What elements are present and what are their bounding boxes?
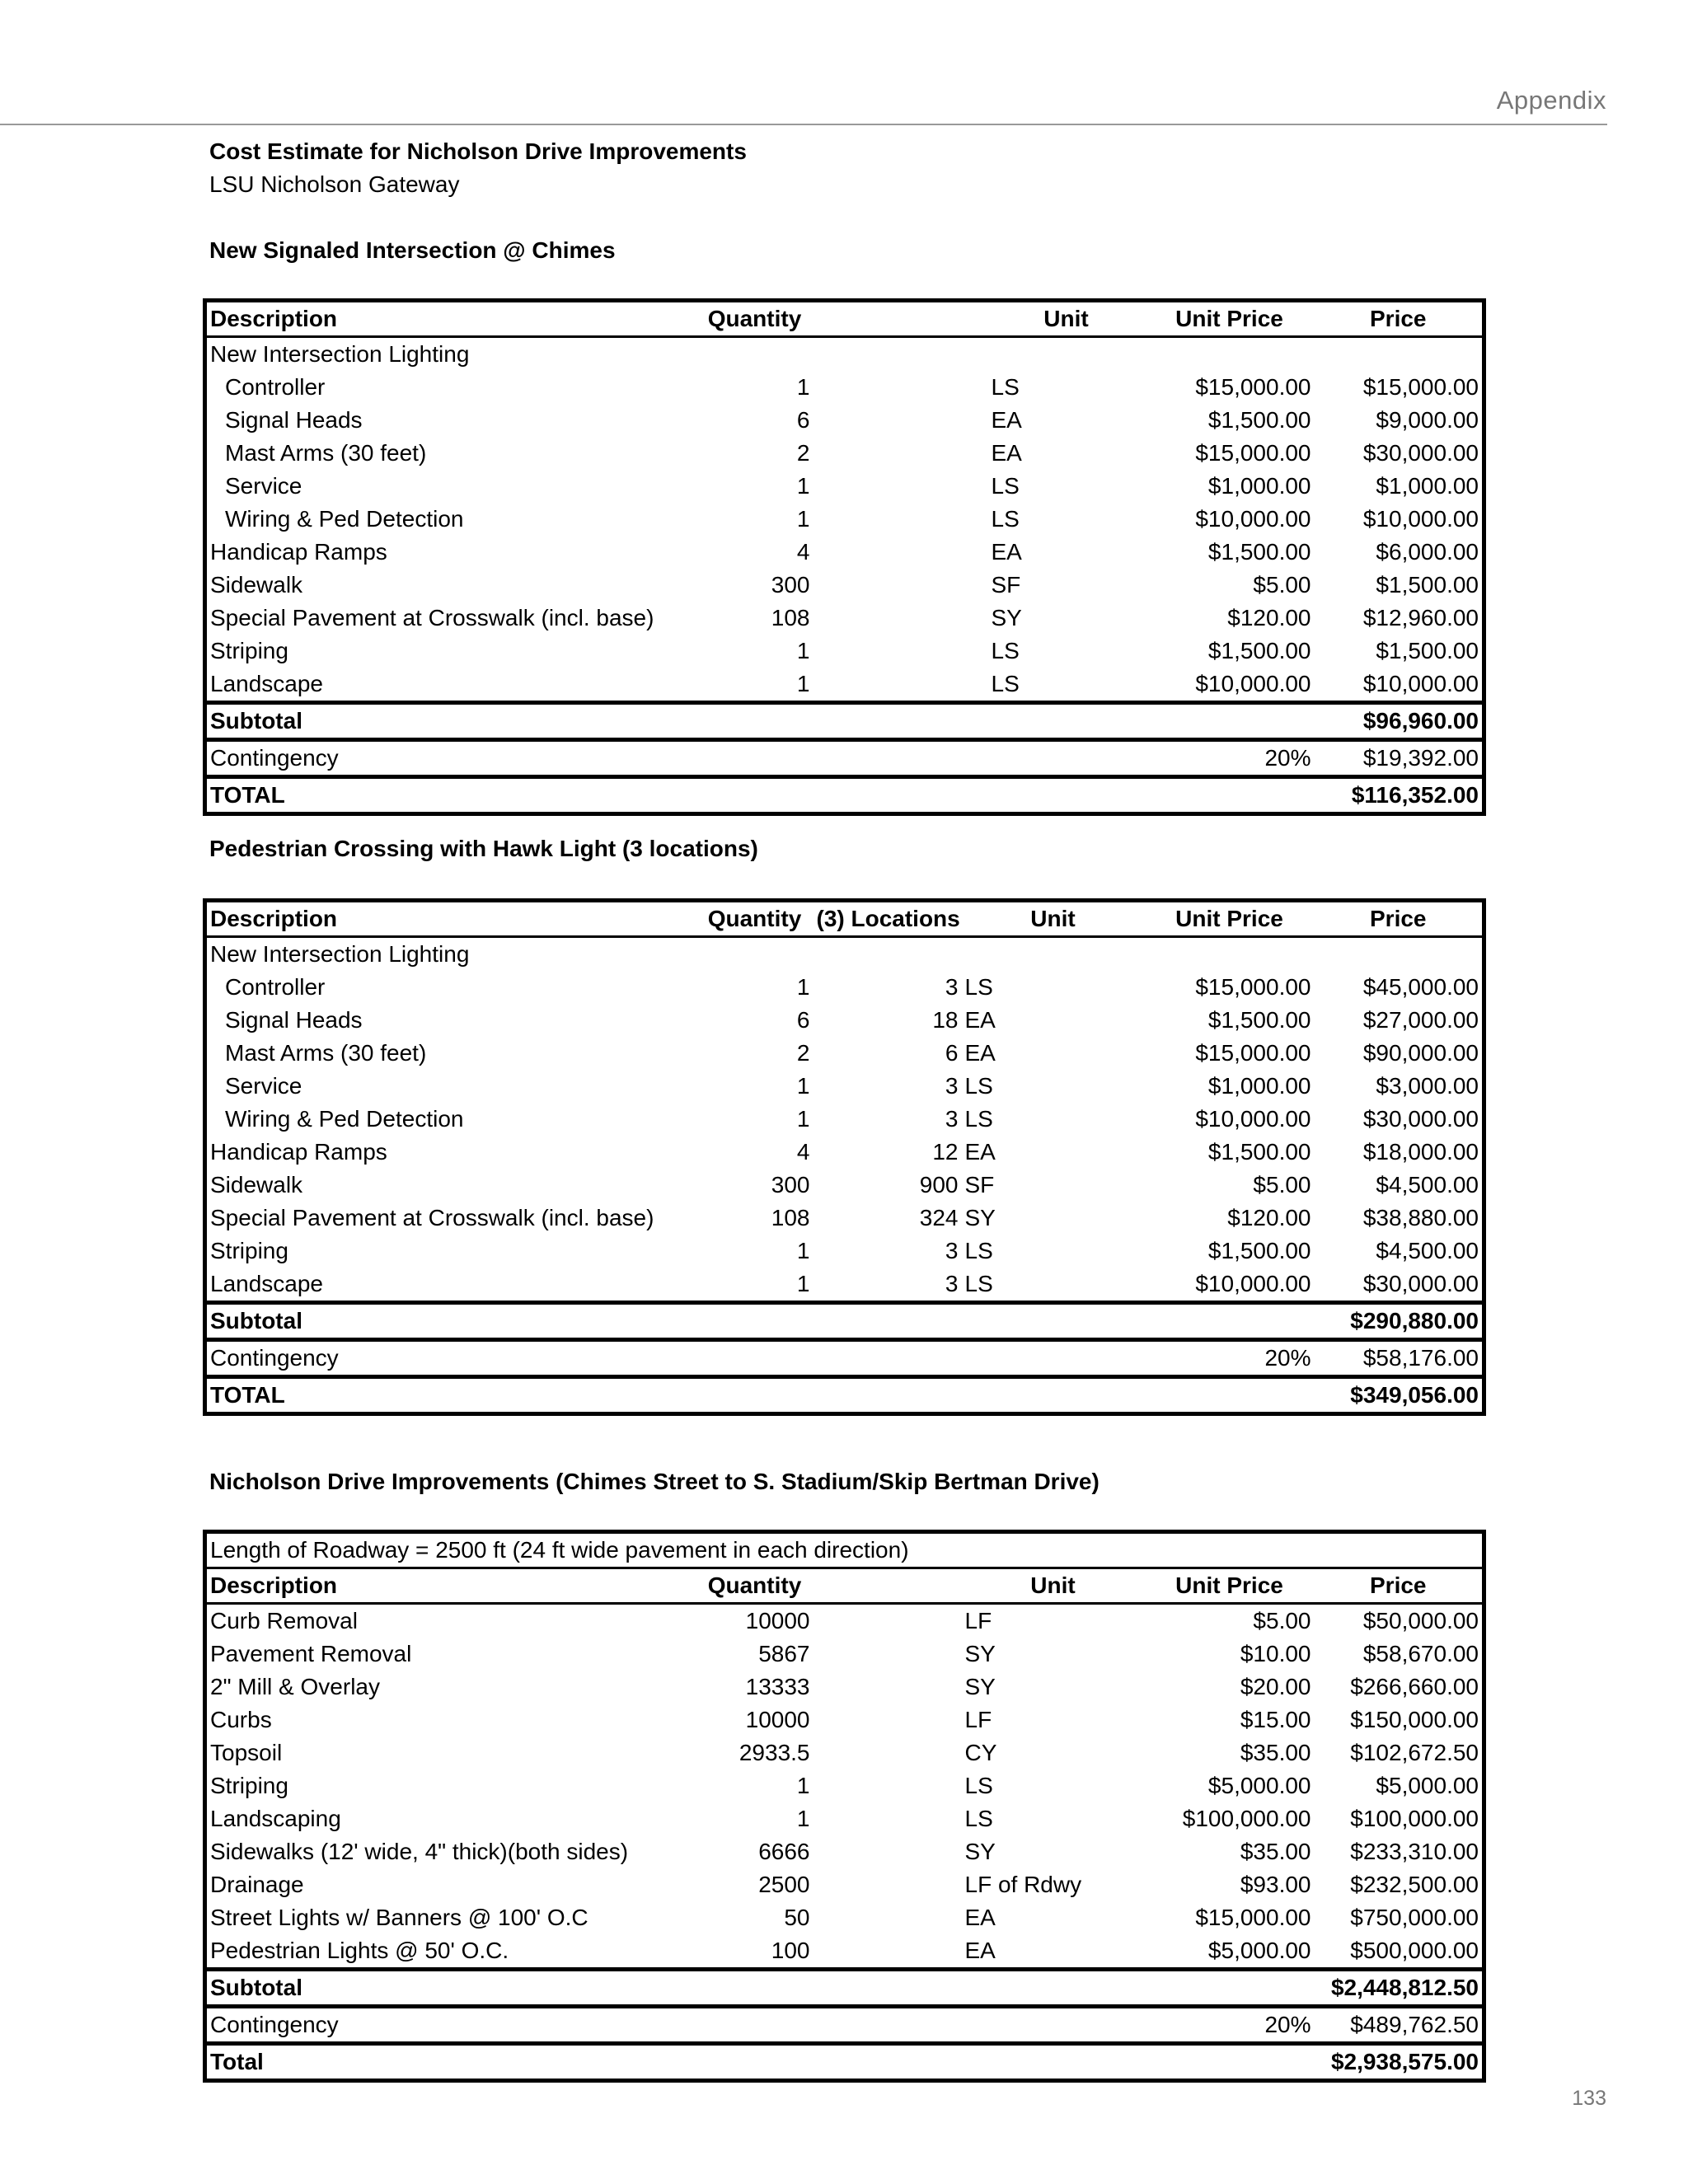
row-price: $6,000.00 <box>1376 539 1479 565</box>
cell-empty <box>814 1802 962 1835</box>
row-unit: LS <box>991 374 1020 400</box>
contingency-price: $489,762.50 <box>1315 2007 1484 2044</box>
row-price: $4,500.00 <box>1376 1172 1479 1197</box>
row-price: $1,500.00 <box>1376 572 1479 598</box>
cell-empty <box>814 1736 962 1769</box>
row-unit: LS <box>964 1073 993 1099</box>
row-locations: 3 <box>945 1073 959 1099</box>
row-unit-price: $5,000.00 <box>1207 1938 1311 1963</box>
contingency-price: $58,176.00 <box>1315 1340 1484 1377</box>
section3-table <box>203 1530 1486 2083</box>
row-quantity: 1 <box>796 1773 810 1798</box>
row-quantity: 1 <box>796 671 810 696</box>
row-locations: 900 <box>919 1172 959 1197</box>
row-unit: SY <box>991 605 1022 630</box>
row-price: $266,660.00 <box>1350 1674 1479 1699</box>
row-unit: EA <box>964 1938 996 1963</box>
row-quantity: 108 <box>771 1205 810 1230</box>
row-unit: SY <box>964 1674 996 1699</box>
row-unit-price: $15.00 <box>1240 1707 1311 1732</box>
section2-table <box>203 898 1486 1416</box>
total-label: Total <box>205 2044 1315 2081</box>
row-description: Pedestrian Lights @ 50' O.C. <box>210 1938 509 1963</box>
cell-empty <box>814 1704 962 1736</box>
row-unit: LS <box>964 1106 993 1132</box>
contingency-price: $19,392.00 <box>1315 740 1484 777</box>
header-quantity: Quantity <box>696 301 814 337</box>
row-price: $102,672.50 <box>1350 1740 1479 1765</box>
row-description: Special Pavement at Crosswalk (incl. base) <box>210 605 654 630</box>
row-locations: 18 <box>932 1007 959 1033</box>
table-row <box>205 1136 1484 1169</box>
row-description: Topsoil <box>210 1740 283 1765</box>
row-price: $45,000.00 <box>1362 974 1479 1000</box>
table-header-row <box>205 901 1484 937</box>
cell-empty <box>814 635 988 668</box>
row-price: $5,000.00 <box>1376 1773 1479 1798</box>
row-unit-price: $120.00 <box>1227 1205 1311 1230</box>
cell-empty <box>814 668 988 703</box>
subtotal-label: Subtotal <box>205 1303 1315 1340</box>
row-unit-price: $100,000.00 <box>1182 1806 1311 1831</box>
total-row <box>205 1377 1484 1414</box>
table-row <box>205 1901 1484 1934</box>
row-description: Service <box>225 1073 302 1099</box>
row-quantity: 1 <box>796 1238 810 1263</box>
subtotal-label: Subtotal <box>205 1970 1315 2007</box>
header-unit-price: Unit Price <box>1145 1568 1315 1604</box>
row-unit: CY <box>964 1740 997 1765</box>
row-unit-price: $10,000.00 <box>1195 671 1311 696</box>
section3-heading: Nicholson Drive Improvements (Chimes Street to S. Stadium/Skip Bertman Drive) <box>209 1469 1100 1494</box>
table-row <box>205 1934 1484 1970</box>
row-quantity: 6 <box>796 1007 810 1033</box>
cell-empty <box>814 1671 962 1704</box>
table-row <box>205 1604 1484 1638</box>
row-price: $500,000.00 <box>1350 1938 1479 1963</box>
table-row <box>205 536 1484 569</box>
section1-table <box>203 298 1486 816</box>
contingency-label: Contingency <box>205 740 1145 777</box>
contingency-label: Contingency <box>205 1340 1145 1377</box>
contingency-label: Contingency <box>205 2007 1145 2044</box>
header-unit-price: Unit Price <box>1145 301 1315 337</box>
row-unit: LF <box>964 1608 992 1633</box>
note-row <box>205 1532 1484 1568</box>
row-quantity: 1 <box>796 506 810 532</box>
row-description: Controller <box>225 974 326 1000</box>
row-unit: LS <box>964 1271 993 1296</box>
row-description: Wiring & Ped Detection <box>225 1106 464 1132</box>
table-row <box>205 404 1484 437</box>
row-unit: LS <box>964 974 993 1000</box>
cell-empty <box>814 371 988 404</box>
row-price: $58,670.00 <box>1362 1641 1479 1666</box>
row-unit-price: $35.00 <box>1240 1839 1311 1864</box>
row-unit-price: $1,000.00 <box>1207 1073 1311 1099</box>
row-quantity: 10000 <box>745 1707 810 1732</box>
header-description: Description <box>205 901 696 937</box>
row-quantity: 2 <box>796 1040 810 1066</box>
table-row <box>205 1868 1484 1901</box>
row-price: $30,000.00 <box>1362 1271 1479 1296</box>
row-locations: 324 <box>919 1205 959 1230</box>
row-unit-price: $10,000.00 <box>1195 1271 1311 1296</box>
row-unit: SY <box>964 1641 996 1666</box>
table-row <box>205 635 1484 668</box>
row-description: Striping <box>210 638 288 663</box>
cell-empty <box>814 1934 962 1970</box>
row-description: Signal Heads <box>225 407 363 433</box>
row-description: Mast Arms (30 feet) <box>225 1040 427 1066</box>
row-unit-price: $5,000.00 <box>1207 1773 1311 1798</box>
row-quantity: 108 <box>771 605 810 630</box>
row-unit-price: $1,500.00 <box>1207 1139 1311 1165</box>
row-unit: LS <box>964 1773 993 1798</box>
table-row <box>205 569 1484 602</box>
row-quantity: 1 <box>796 473 810 499</box>
cell-empty <box>814 1868 962 1901</box>
total-price: $349,056.00 <box>1315 1377 1484 1414</box>
row-price: $750,000.00 <box>1350 1905 1479 1930</box>
table-row <box>205 1835 1484 1868</box>
document-title: Cost Estimate for Nicholson Drive Improvements <box>209 138 747 164</box>
row-quantity: 6666 <box>758 1839 810 1864</box>
row-price: $9,000.00 <box>1376 407 1479 433</box>
subtotal-row <box>205 1303 1484 1340</box>
table-row <box>205 470 1484 503</box>
row-price: $3,000.00 <box>1376 1073 1479 1099</box>
header-unit: Unit <box>962 901 1145 937</box>
subtotal-price: $96,960.00 <box>1315 703 1484 740</box>
header-description: Description <box>205 301 696 337</box>
row-quantity: 100 <box>771 1938 810 1963</box>
table-row <box>205 371 1484 404</box>
row-unit: LF <box>964 1707 992 1732</box>
header-unit-price: Unit Price <box>1145 901 1315 937</box>
row-quantity: 1 <box>796 974 810 1000</box>
row-unit: EA <box>991 407 1022 433</box>
row-unit-price: $15,000.00 <box>1195 374 1311 400</box>
row-quantity: 4 <box>796 1139 810 1165</box>
appendix-label: Appendix <box>1496 86 1606 115</box>
row-locations: 6 <box>945 1040 959 1066</box>
row-price: $100,000.00 <box>1350 1806 1479 1831</box>
row-price: $4,500.00 <box>1376 1238 1479 1263</box>
table-row <box>205 1103 1484 1136</box>
page-number: 133 <box>1572 2087 1606 2110</box>
row-unit: EA <box>964 1040 996 1066</box>
row-description: Curb Removal <box>210 1608 358 1633</box>
row-unit: EA <box>964 1007 996 1033</box>
total-label: TOTAL <box>205 1377 1315 1414</box>
row-unit-price: $1,000.00 <box>1207 473 1311 499</box>
row-unit-price: $120.00 <box>1227 605 1311 630</box>
table-row <box>205 1671 1484 1704</box>
row-unit-price: $10,000.00 <box>1195 506 1311 532</box>
row-description: Sidewalk <box>210 1172 303 1197</box>
header-spacer <box>814 1568 962 1604</box>
row-unit: LS <box>964 1238 993 1263</box>
row-price: $27,000.00 <box>1362 1007 1479 1033</box>
row-unit-price: $93.00 <box>1240 1872 1311 1897</box>
row-quantity: 10000 <box>745 1608 810 1633</box>
total-row <box>205 2044 1484 2081</box>
group-label: New Intersection Lighting <box>210 341 470 367</box>
row-price: $50,000.00 <box>1362 1608 1479 1633</box>
row-unit-price: $15,000.00 <box>1195 1040 1311 1066</box>
row-unit-price: $1,500.00 <box>1207 1007 1311 1033</box>
row-unit: EA <box>964 1905 996 1930</box>
row-description: Landscaping <box>210 1806 341 1831</box>
row-price: $15,000.00 <box>1362 374 1479 400</box>
row-quantity: 1 <box>796 374 810 400</box>
row-unit-price: $5.00 <box>1253 572 1311 598</box>
row-description: Special Pavement at Crosswalk (incl. base) <box>210 1205 654 1230</box>
row-unit: LS <box>991 638 1020 663</box>
table-header-row <box>205 1568 1484 1604</box>
row-unit-price: $15,000.00 <box>1195 440 1311 466</box>
row-unit-price: $10,000.00 <box>1195 1106 1311 1132</box>
row-description: 2" Mill & Overlay <box>210 1674 380 1699</box>
table-header-row <box>205 301 1484 337</box>
table-row <box>205 668 1484 703</box>
row-unit: EA <box>991 440 1022 466</box>
row-quantity: 300 <box>771 572 810 598</box>
section2-heading: Pedestrian Crossing with Hawk Light (3 locations) <box>209 836 758 861</box>
row-price: $233,310.00 <box>1350 1839 1479 1864</box>
row-price: $1,000.00 <box>1376 473 1479 499</box>
row-quantity: 2 <box>796 440 810 466</box>
row-unit-price: $35.00 <box>1240 1740 1311 1765</box>
row-price: $30,000.00 <box>1362 440 1479 466</box>
header-price: Price <box>1315 301 1484 337</box>
row-locations: 3 <box>945 1106 959 1132</box>
row-unit: LS <box>964 1806 993 1831</box>
row-quantity: 1 <box>796 1806 810 1831</box>
row-unit-price: $15,000.00 <box>1195 1905 1311 1930</box>
section1-heading: New Signaled Intersection @ Chimes <box>209 237 616 263</box>
header-price: Price <box>1315 901 1484 937</box>
row-description: Handicap Ramps <box>210 539 387 565</box>
header-spacer <box>814 301 988 337</box>
table-row <box>205 1802 1484 1835</box>
row-description: Striping <box>210 1773 288 1798</box>
row-description: Service <box>225 473 302 499</box>
header-rule <box>0 124 1607 125</box>
table-row <box>205 1169 1484 1202</box>
roadway-note: Length of Roadway = 2500 ft (24 ft wide pavement in each direction) <box>205 1532 1484 1568</box>
row-price: $1,500.00 <box>1376 638 1479 663</box>
table-row <box>205 1704 1484 1736</box>
table-row <box>205 1037 1484 1070</box>
header-quantity: Quantity <box>696 901 814 937</box>
row-quantity: 13333 <box>745 1674 810 1699</box>
cell-empty <box>814 1638 962 1671</box>
cell-empty <box>814 470 988 503</box>
table-row <box>205 602 1484 635</box>
table-row <box>205 437 1484 470</box>
header-quantity: Quantity <box>696 1568 814 1604</box>
row-price: $150,000.00 <box>1350 1707 1479 1732</box>
row-price: $10,000.00 <box>1362 671 1479 696</box>
header-description: Description <box>205 1568 696 1604</box>
row-price: $38,880.00 <box>1362 1205 1479 1230</box>
cell-empty <box>814 503 988 536</box>
row-locations: 3 <box>945 974 959 1000</box>
row-description: Street Lights w/ Banners @ 100' O.C <box>210 1905 588 1930</box>
contingency-percent: 20% <box>1145 740 1315 777</box>
row-description: Sidewalk <box>210 572 303 598</box>
row-quantity: 1 <box>796 1073 810 1099</box>
row-description: Wiring & Ped Detection <box>225 506 464 532</box>
row-description: Striping <box>210 1238 288 1263</box>
table-row <box>205 1235 1484 1268</box>
row-price: $232,500.00 <box>1350 1872 1479 1897</box>
table-row <box>205 1638 1484 1671</box>
row-unit: SF <box>964 1172 995 1197</box>
row-quantity: 5867 <box>758 1641 810 1666</box>
row-price: $18,000.00 <box>1362 1139 1479 1165</box>
row-unit-price: $5.00 <box>1253 1608 1311 1633</box>
row-unit-price: $1,500.00 <box>1207 407 1311 433</box>
header-unit: Unit <box>962 1568 1145 1604</box>
header-price: Price <box>1315 1568 1484 1604</box>
row-price: $30,000.00 <box>1362 1106 1479 1132</box>
table-row <box>205 503 1484 536</box>
row-unit: LS <box>991 671 1020 696</box>
contingency-row <box>205 740 1484 777</box>
table-row <box>205 1268 1484 1303</box>
cell-empty <box>814 437 988 470</box>
group-label: New Intersection Lighting <box>210 941 470 967</box>
row-quantity: 6 <box>796 407 810 433</box>
row-quantity: 4 <box>796 539 810 565</box>
row-locations: 12 <box>932 1139 959 1165</box>
row-description: Curbs <box>210 1707 272 1732</box>
table-row <box>205 1070 1484 1103</box>
row-description: Handicap Ramps <box>210 1139 387 1165</box>
row-unit-price: $1,500.00 <box>1207 539 1311 565</box>
contingency-percent: 20% <box>1145 2007 1315 2044</box>
row-quantity: 2500 <box>758 1872 810 1897</box>
row-unit-price: $5.00 <box>1253 1172 1311 1197</box>
row-description: Sidewalks (12' wide, 4" thick)(both sides) <box>210 1839 629 1864</box>
table-row <box>205 971 1484 1004</box>
subtotal-price: $290,880.00 <box>1315 1303 1484 1340</box>
row-price: $90,000.00 <box>1362 1040 1479 1066</box>
row-unit: LS <box>991 506 1020 532</box>
total-price: $2,938,575.00 <box>1315 2044 1484 2081</box>
row-unit: SF <box>991 572 1021 598</box>
row-description: Signal Heads <box>225 1007 363 1033</box>
total-price: $116,352.00 <box>1315 777 1484 814</box>
row-description: Controller <box>225 374 326 400</box>
row-quantity: 1 <box>796 638 810 663</box>
cell-empty <box>814 1604 962 1638</box>
cell-empty <box>814 1901 962 1934</box>
document-subtitle: LSU Nicholson Gateway <box>209 171 460 197</box>
table-row <box>205 1736 1484 1769</box>
cell-empty <box>814 602 988 635</box>
contingency-percent: 20% <box>1145 1340 1315 1377</box>
row-quantity: 300 <box>771 1172 810 1197</box>
row-locations: 3 <box>945 1271 959 1296</box>
row-unit: LS <box>991 473 1020 499</box>
row-description: Mast Arms (30 feet) <box>225 440 427 466</box>
cell-empty <box>814 536 988 569</box>
subtotal-price: $2,448,812.50 <box>1315 1970 1484 2007</box>
row-price: $12,960.00 <box>1362 605 1479 630</box>
row-description: Pavement Removal <box>210 1641 412 1666</box>
row-quantity: 1 <box>796 1106 810 1132</box>
row-quantity: 1 <box>796 1271 810 1296</box>
cell-empty <box>814 1769 962 1802</box>
table-row <box>205 1202 1484 1235</box>
table-row <box>205 1004 1484 1037</box>
contingency-row <box>205 1340 1484 1377</box>
subtotal-row <box>205 1970 1484 2007</box>
row-unit: EA <box>964 1139 996 1165</box>
group-row <box>205 937 1484 972</box>
subtotal-row <box>205 703 1484 740</box>
row-quantity: 50 <box>784 1905 810 1930</box>
row-quantity: 2933.5 <box>738 1740 810 1765</box>
row-unit-price: $1,500.00 <box>1207 1238 1311 1263</box>
row-unit-price: $1,500.00 <box>1207 638 1311 663</box>
cell-empty <box>814 1835 962 1868</box>
row-locations: 3 <box>945 1238 959 1263</box>
header-unit: Unit <box>988 301 1145 337</box>
cell-empty <box>814 404 988 437</box>
row-unit: EA <box>991 539 1022 565</box>
row-unit: LF of Rdwy <box>964 1872 1082 1897</box>
group-row <box>205 337 1484 372</box>
row-unit-price: $10.00 <box>1240 1641 1311 1666</box>
subtotal-label: Subtotal <box>205 703 1315 740</box>
header-locations: (3) Locations <box>814 901 962 937</box>
contingency-row <box>205 2007 1484 2044</box>
table-row <box>205 1769 1484 1802</box>
row-price: $10,000.00 <box>1362 506 1479 532</box>
row-unit-price: $20.00 <box>1240 1674 1311 1699</box>
row-description: Landscape <box>210 671 324 696</box>
cell-empty <box>814 569 988 602</box>
row-unit-price: $15,000.00 <box>1195 974 1311 1000</box>
row-unit: SY <box>964 1839 996 1864</box>
row-description: Landscape <box>210 1271 324 1296</box>
row-description: Drainage <box>210 1872 304 1897</box>
total-label: TOTAL <box>205 777 1315 814</box>
total-row <box>205 777 1484 814</box>
row-unit: SY <box>964 1205 996 1230</box>
